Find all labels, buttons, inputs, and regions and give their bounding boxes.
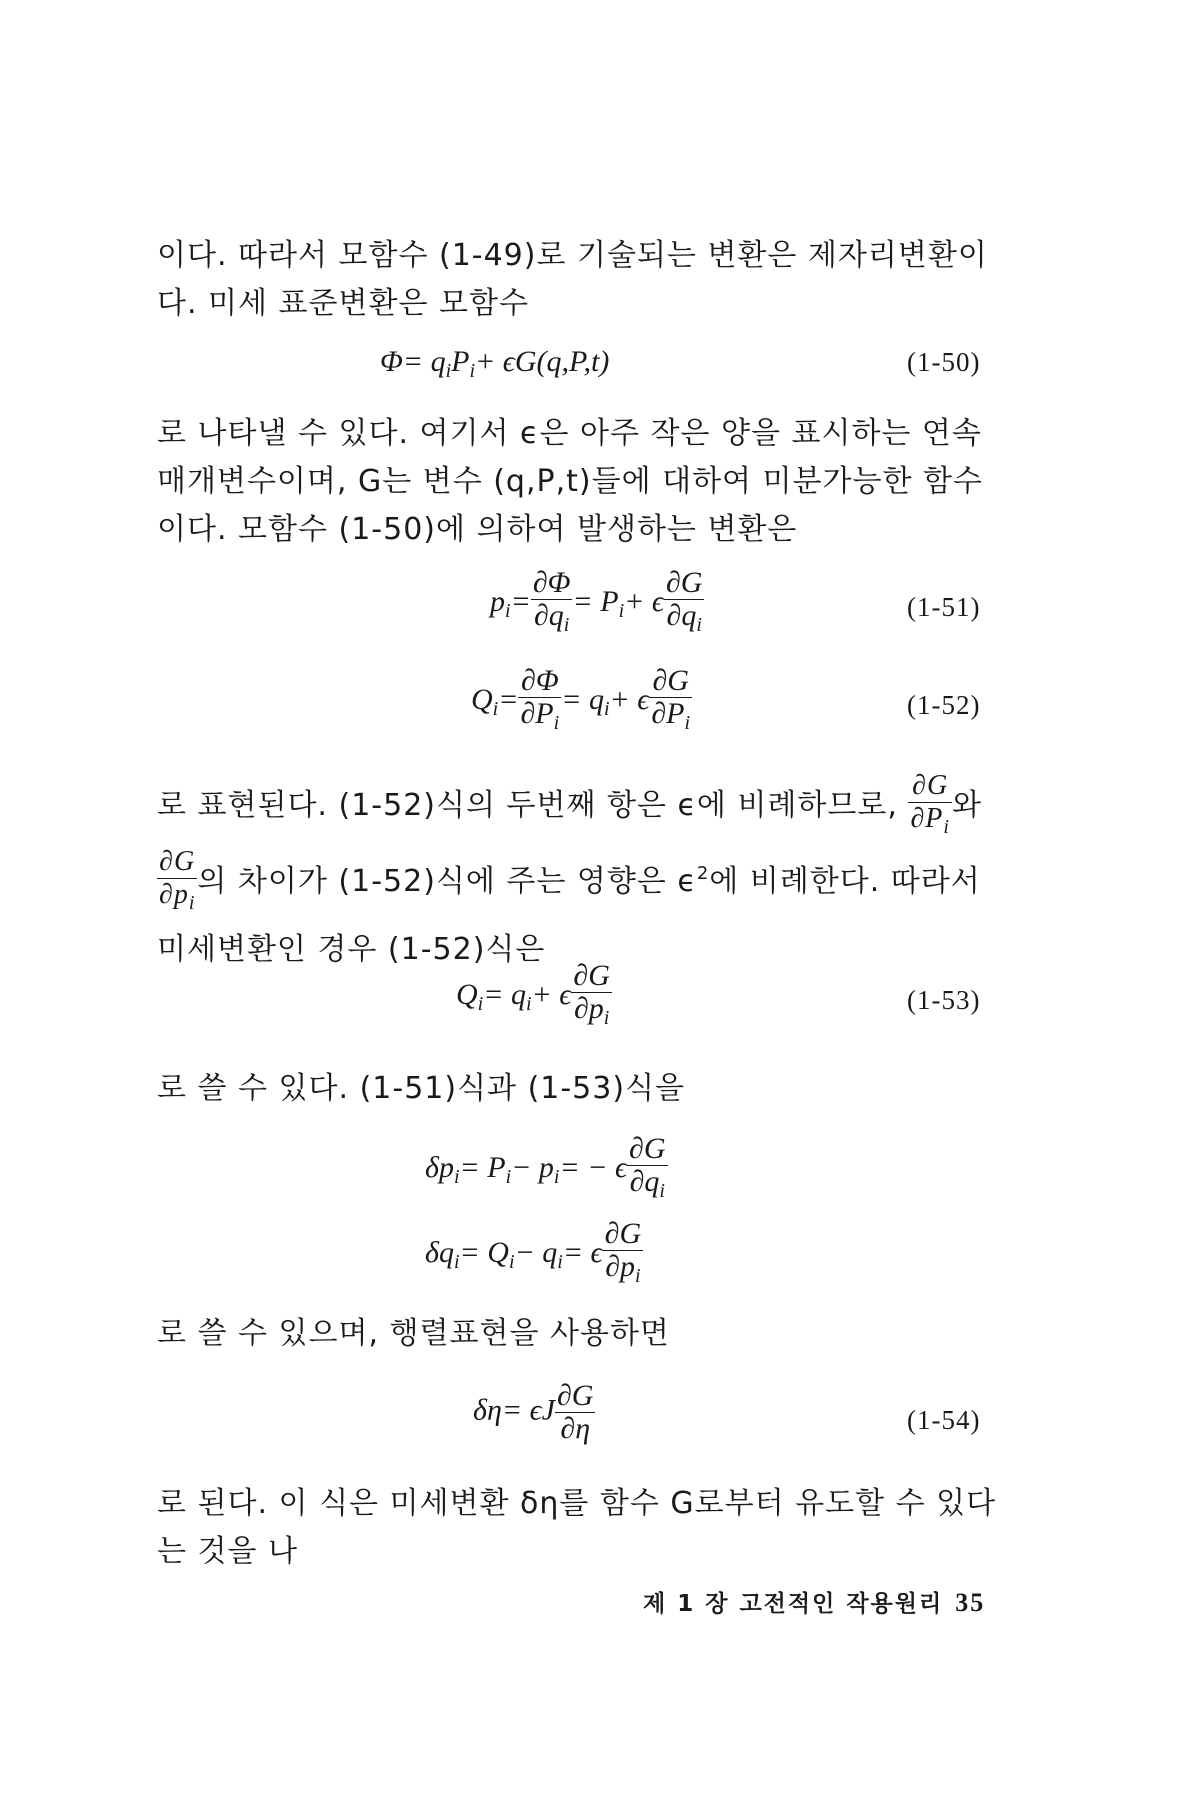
chapter-title: 제 1 장 고전적인 작용원리 xyxy=(643,1591,944,1617)
equation-delta-q: $\delta q_i= Q_i- q_i= \epsilon$ $\frac{\partial G}{\partial p_i}$ xyxy=(425,1218,643,1292)
equation-number-1-54: (1-54) xyxy=(907,1405,981,1435)
paragraph-3 xyxy=(157,770,1012,981)
equation-1-53: $Q_i= q_i+ \epsilon$ $\frac{\partial G}{\partial p_i}$ xyxy=(456,960,612,1034)
paragraph-4 xyxy=(157,1065,1012,1113)
inline-frac-dG-dp: $\frac{\partial G}{\partial p_i}$ xyxy=(157,846,197,919)
page-footer xyxy=(643,1585,985,1618)
paragraph-2-text: 로 나타낼 수 있다. 여기서 ϵ은 아주 작은 양을 표시하는 연속 매개변수이며, G는 변수 (q,P,t)들에 대하여 미분가능한 함수이다. 모함수 (1-50)에 의하여 발생하는 변환은 xyxy=(157,416,983,547)
equation-number-1-53: (1-53) xyxy=(907,985,981,1015)
paragraph-3-text-d: 에 비례한다. 따라서 미세변환인 경우 (1-52)식은 xyxy=(157,864,981,967)
paragraph-1 xyxy=(157,232,1012,328)
paragraph-3-text-a: 로 표현된다. (1-52)식의 두번째 항은 ϵ에 비례하므로, xyxy=(157,788,898,823)
equation-1-52: $Q_i=$ $\frac{\partial\Phi}{\partial P_i}$ = $q_i+ \epsilon$ $\frac{\partial G}{\partial P_i}$ xyxy=(471,665,692,739)
equation-number-1-51: (1-51) xyxy=(907,592,981,622)
paragraph-1-text: 이다. 따라서 모함수 (1-49)로 기술되는 변환은 제자리변환이다. 미세 표준변환은 모함수 xyxy=(157,238,988,321)
inline-frac-dG-dP: $\frac{\partial G}{\partial P_i}$ xyxy=(908,770,952,843)
paragraph-2 xyxy=(157,410,1012,554)
equation-number-1-50: (1-50) xyxy=(907,347,981,377)
equation-number-1-52: (1-52) xyxy=(907,690,981,720)
equation-delta-p: $\delta p_i= P_i- p_i= - \epsilon$ $\frac{\partial G}{\partial q_i}$ xyxy=(425,1133,668,1207)
superscript-2: 2 xyxy=(696,863,710,884)
equation-1-50: $\Phi= q_iP_i+ \epsilon G(q,P,t)$ xyxy=(380,345,610,382)
equation-1-54: δη= ϵJ $\frac{\partial G}{\partial\eta}$ xyxy=(473,1379,594,1445)
paragraph-5 xyxy=(157,1310,1012,1358)
paragraph-6-text: 로 된다. 이 식은 미세변환 δη를 함수 G로부터 유도할 수 있다는 것을 나 xyxy=(157,1486,997,1569)
page-number: 35 xyxy=(955,1588,986,1617)
paragraph-3-text-b: 와 xyxy=(951,788,982,823)
paragraph-6 xyxy=(157,1480,1012,1576)
paragraph-5-text: 로 쓸 수 있으며, 행렬표현을 사용하면 xyxy=(157,1316,670,1351)
paragraph-3-text-c: 의 차이가 (1-52)식에 주는 영향은 ϵ xyxy=(197,864,697,899)
paragraph-4-text: 로 쓸 수 있다. (1-51)식과 (1-53)식을 xyxy=(157,1071,686,1106)
equation-1-51: $p_i=$ $\frac{\partial\Phi}{\partial q_i}$ = $P_i+ \epsilon$ $\frac{\partial G}{\partial q_i}$ xyxy=(490,567,704,641)
